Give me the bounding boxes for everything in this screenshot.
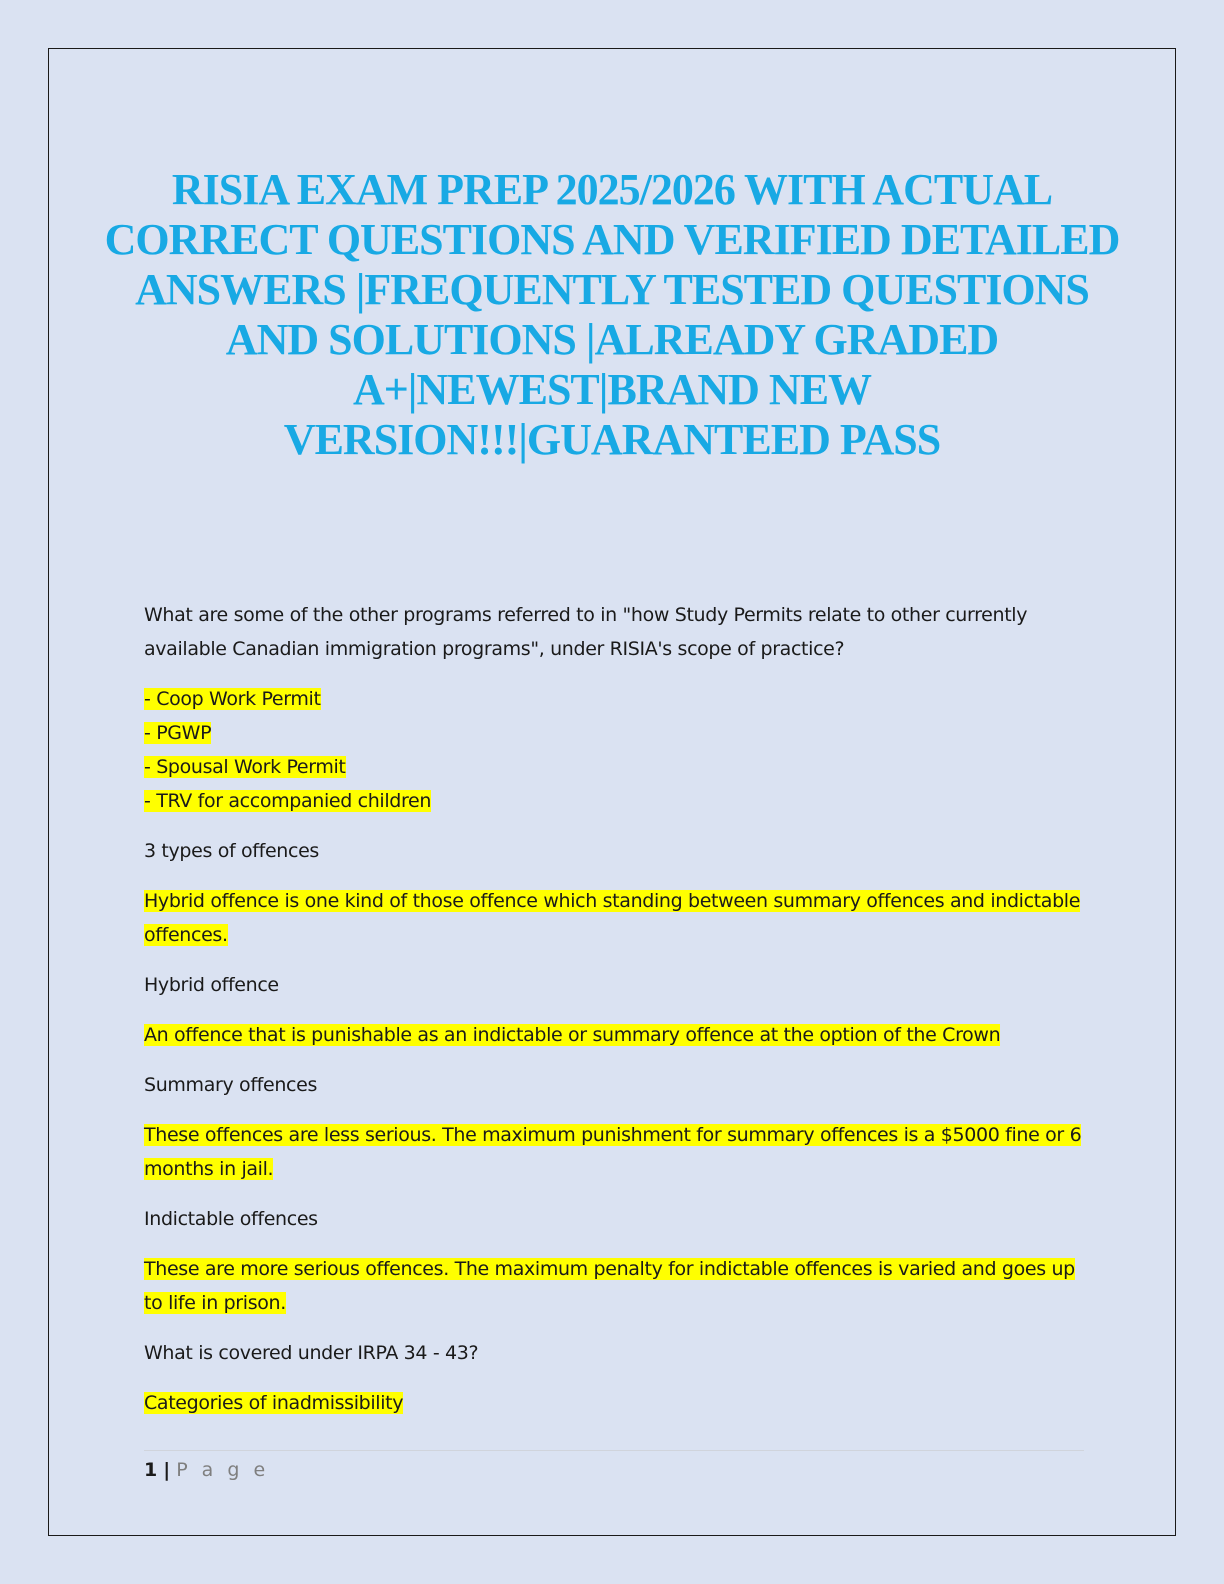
highlighted-answer: Hybrid offence is one kind of those offence which standing between summary offences and indictable offences. <box>144 890 1081 946</box>
answer-paragraph <box>144 1018 1084 1052</box>
highlighted-answer: These offences are less serious. The maximum punishment for summary offences is a $5000 fine or 6 months in jail. <box>144 1124 1082 1180</box>
answer-paragraph <box>144 1252 1084 1320</box>
highlighted-answer: - Coop Work Permit <box>144 688 321 710</box>
document-title: RISIA EXAM PREP 2025/2026 WITH ACTUAL CORRECT QUESTIONS AND VERIFIED DETAILED ANSWERS |FREQUENTLY TESTED QUESTIONS AND SOLUTIONS |ALREADY GRADED A+|NEWEST|BRAND NEW VERSION!!!|GUARANTEED PASS <box>104 165 1120 464</box>
answer-list-item <box>144 716 1084 750</box>
footer-separator: | <box>163 1459 171 1481</box>
question-text: Hybrid offence <box>144 974 279 996</box>
question-text: What are some of the other programs referred to in "how Study Permits relate to other currently available Canadian immigration programs", under RISIA's scope of practice? <box>144 604 1028 660</box>
question-text: What is covered under IRPA 34 - 43? <box>144 1342 479 1364</box>
answer-paragraph <box>144 1386 1084 1420</box>
highlighted-answer: These are more serious offences. The maximum penalty for indictable offences is varied and goes up to life in prison. <box>144 1258 1075 1314</box>
question-text: Summary offences <box>144 1074 318 1096</box>
page-number: 1 <box>144 1459 158 1481</box>
answer-list <box>144 682 1084 818</box>
document-body <box>144 598 1084 1436</box>
answer-paragraph <box>144 884 1084 952</box>
answer-list-item <box>144 784 1084 818</box>
question-text: 3 types of offences <box>144 840 319 862</box>
highlighted-answer: - PGWP <box>144 722 212 744</box>
page-footer <box>144 1455 269 1485</box>
question-text: Indictable offences <box>144 1208 318 1230</box>
highlighted-answer: An offence that is punishable as an indictable or summary offence at the option of the Crown <box>144 1024 1001 1046</box>
footer-divider <box>144 1450 1084 1451</box>
answer-paragraph <box>144 1118 1084 1186</box>
highlighted-answer: - Spousal Work Permit <box>144 756 346 778</box>
highlighted-answer: - TRV for accompanied children <box>144 790 432 812</box>
page-label: P a g e <box>176 1459 270 1481</box>
answer-list-item <box>144 750 1084 784</box>
answer-list-item <box>144 682 1084 716</box>
highlighted-answer: Categories of inadmissibility <box>144 1392 404 1414</box>
